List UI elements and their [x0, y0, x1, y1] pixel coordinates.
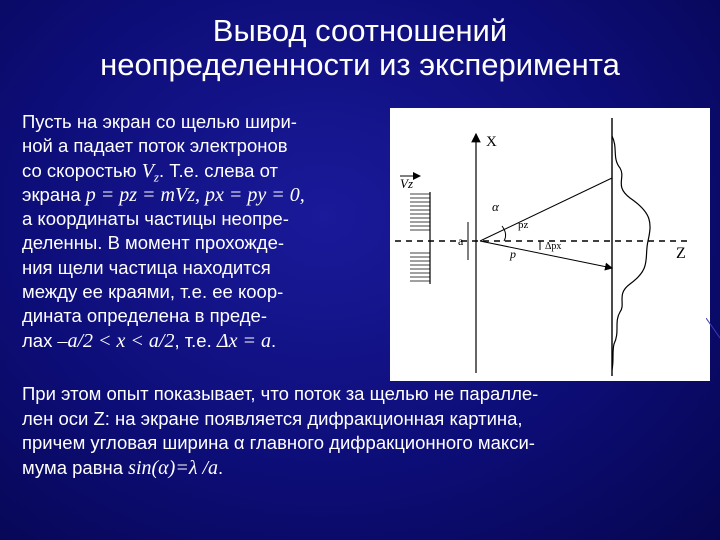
slit-plate-hatching [410, 194, 430, 281]
para-line-8: между ее краями, т.е. ее коор- [22, 281, 284, 303]
full-line-1: При этом опыт показывает, что поток за щелью не паралле- [22, 383, 539, 404]
para-line-5: а координаты частицы неопре- [22, 208, 289, 230]
para-line-3-text: со скоростью [22, 159, 142, 181]
momentum-formula: p = pz = mVz, px = py = 0, [85, 183, 305, 206]
para-line-6: деленны. В момент прохожде- [22, 232, 285, 254]
diffraction-pattern-curve [612, 136, 650, 370]
body-paragraph-left [22, 110, 305, 353]
para-line-4 [22, 183, 305, 207]
para-line-9: дината определена в преде- [22, 305, 267, 327]
body-paragraph-full [22, 382, 538, 480]
full-line-2: лен оси Z: на экране появляется дифракционная картина, [22, 407, 523, 429]
label-p: p [510, 247, 516, 261]
para-line-1: Пусть на экран со щелью шири- [22, 111, 297, 132]
title-line-1: Вывод соотношений [212, 13, 508, 48]
label-a: a [458, 234, 464, 248]
para-line-10 [22, 329, 305, 353]
label-dpx: Δpx [545, 241, 562, 252]
delta-x-formula: Δx = a [216, 329, 272, 352]
para-line-3 [22, 159, 305, 183]
label-vz: Vz [400, 176, 413, 191]
diffraction-formula: sin(α)=λ /a [128, 456, 219, 479]
label-alpha: α [492, 199, 499, 214]
velocity-symbol: V [141, 159, 154, 182]
decorative-line [706, 318, 720, 358]
alpha-arc [502, 226, 506, 241]
full-line-4 [22, 456, 538, 481]
full-line-4-text: мума равна [22, 456, 129, 478]
para-line-4-text: экрана [22, 183, 86, 205]
velocity-subscript: z [153, 169, 159, 185]
full-line-3: причем угловая ширина α главного дифракционного макси- [22, 432, 535, 453]
label-pz: pz [518, 219, 529, 231]
label-z: Z [676, 245, 686, 262]
label-x: X [486, 134, 497, 150]
diffraction-diagram [390, 108, 710, 381]
para-line-2: ной a падает поток электронов [22, 135, 288, 157]
diffraction-ray-upper [480, 178, 612, 241]
slide-title [0, 14, 720, 82]
title-line-2: неопределенности из эксперимента [100, 47, 620, 82]
para-line-10-text: лах [22, 329, 58, 351]
full-line-4-end: . [218, 456, 224, 478]
coordinate-range: –a/2 < x < a/2 [57, 329, 175, 352]
para-line-3-text-b: . Т.е. слева от [158, 159, 278, 181]
para-line-10-end: . [271, 329, 277, 351]
para-line-10-text-b: , т.е. [174, 329, 217, 351]
diffraction-diagram-svg [390, 108, 710, 381]
para-line-7: ния щели частица находится [22, 256, 271, 278]
